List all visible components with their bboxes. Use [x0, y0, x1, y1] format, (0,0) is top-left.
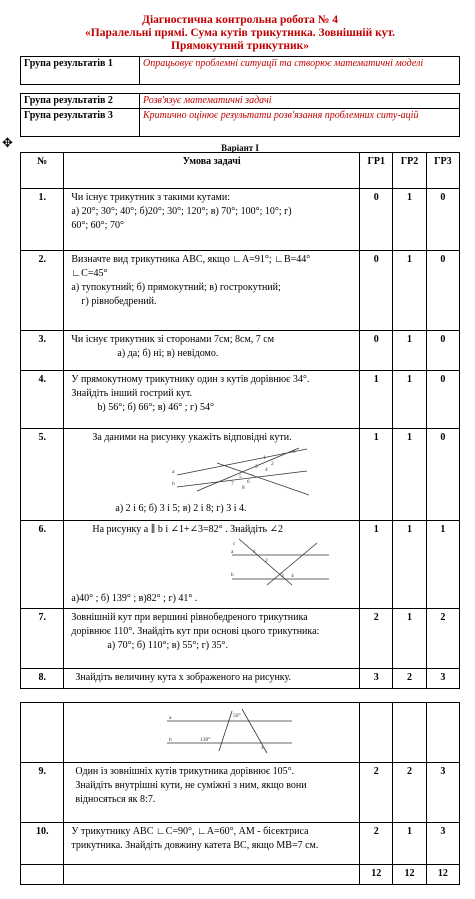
gr2-score: 1	[393, 823, 426, 865]
table-row	[21, 331, 460, 371]
row-num: 4.	[21, 371, 64, 429]
condition-line: Зовнішній кут при вершині рівнобедреного трикутника	[71, 612, 308, 623]
group-1-label: Група результатів 1	[21, 57, 140, 85]
tasks-table-continued	[20, 702, 460, 885]
row-condition	[64, 609, 360, 669]
svg-text:a: a	[169, 715, 172, 721]
tasks-table	[20, 152, 460, 689]
gr1-score: 2	[360, 609, 393, 669]
gr1-score: 3	[360, 669, 393, 689]
table-row	[21, 823, 460, 865]
table-row	[21, 251, 460, 331]
svg-text:b: b	[231, 572, 235, 578]
row-num: 5.	[21, 429, 64, 521]
totals-row	[21, 865, 460, 885]
svg-text:b: b	[169, 737, 173, 743]
figure-5-diagram	[67, 445, 347, 497]
condition-line: г) рівнобедрений.	[81, 296, 157, 307]
svg-text:c: c	[293, 449, 296, 455]
row-num: 10.	[21, 823, 64, 865]
gr2-score	[393, 703, 426, 763]
title-line-2: «Паралельні прямі. Сума кутів трикутника. Зовнішній кут.	[85, 27, 395, 39]
row-num: 6.	[21, 521, 64, 609]
gr1-score: 1	[360, 429, 393, 521]
condition-line: У прямокутному трикутнику один з кутів дорівнює 34°.	[71, 374, 310, 385]
svg-text:50°: 50°	[233, 713, 242, 719]
condition-line: а) 70°; б) 110°; в) 55°; г) 35°.	[107, 640, 229, 651]
svg-text:4: 4	[291, 573, 295, 579]
gr1-score: 1	[360, 371, 393, 429]
gr2-score: 2	[393, 669, 426, 689]
figure-8-labels	[169, 712, 264, 751]
header-gr3: ГР3	[426, 153, 459, 189]
gr2-score: 1	[393, 331, 426, 371]
table-row	[21, 763, 460, 823]
condition-line: ∟С=45°	[71, 268, 108, 279]
gr3-score: 3	[426, 823, 459, 865]
header-gr2: ГР2	[393, 153, 426, 189]
table-move-handle-icon[interactable]: ✥	[2, 136, 13, 151]
condition-line: Один із зовнішніх кутів трикутника дорівнює 105°.	[75, 766, 295, 777]
group-2-text: Розв'язує математичні задачі	[140, 94, 460, 109]
svg-text:a: a	[172, 469, 175, 475]
svg-text:1: 1	[253, 549, 257, 555]
row-condition	[64, 763, 360, 823]
condition-line: Знайдіть величину кута x зображеного на рисунку.	[75, 672, 292, 683]
figure-6-diagram	[67, 537, 347, 587]
condition-line: За даними на рисунку укажіть відповідні кути.	[92, 432, 292, 443]
svg-text:8: 8	[242, 485, 246, 491]
gr3-score: 2	[426, 609, 459, 669]
row-condition	[64, 521, 360, 609]
condition-line: Чи існує трикутник з такими кутами:	[71, 192, 230, 203]
condition-line: а) 20°; 30°; 40°; б)20°; 30°; 120°; в) 70°; 100°; 10°; г)	[71, 206, 292, 217]
figure-6-labels	[231, 541, 294, 579]
row-condition	[64, 429, 360, 521]
variant-label: Варіант І	[221, 143, 259, 153]
row-num: 1.	[21, 189, 64, 251]
gr3-score: 0	[426, 331, 459, 371]
gr2-score: 1	[393, 521, 426, 609]
condition-line: Визначте вид трикутника АВС, якщо ∟А=91°; ∟В=44°	[71, 254, 311, 265]
gr2-score: 1	[393, 609, 426, 669]
row-num: 9.	[21, 763, 64, 823]
gr2-score: 1	[393, 429, 426, 521]
svg-text:1: 1	[263, 455, 267, 461]
row-condition	[64, 823, 360, 865]
table-row	[21, 669, 460, 689]
row-num: 7.	[21, 609, 64, 669]
condition-line: а) да; б) ні; в) невідомо.	[117, 348, 219, 359]
gr1-score: 0	[360, 251, 393, 331]
gr2-score: 1	[393, 251, 426, 331]
table-row	[21, 371, 460, 429]
gr1-score: 2	[360, 823, 393, 865]
svg-text:a: a	[231, 549, 234, 555]
groups-table-2	[20, 93, 460, 137]
table-row	[21, 521, 460, 609]
gr1-score: 0	[360, 189, 393, 251]
table-row	[21, 609, 460, 669]
figure-8-diagram	[67, 705, 347, 755]
row-num	[21, 703, 64, 763]
table-row	[21, 429, 460, 521]
figure-8-row	[21, 703, 460, 763]
group-1-text: Опрацьовує проблемні ситуації та створює математичні моделі	[140, 57, 460, 85]
gr1-score: 0	[360, 331, 393, 371]
condition-line: а) тупокутний; б) прямокутний; в) гострокутний;	[71, 282, 281, 293]
gr2-total: 12	[393, 865, 426, 885]
row-condition	[64, 371, 360, 429]
gr3-score: 3	[426, 669, 459, 689]
gr2-score: 1	[393, 371, 426, 429]
header-condition: Умова задачі	[64, 153, 360, 189]
gr3-score: 1	[426, 521, 459, 609]
row-condition	[64, 669, 360, 689]
svg-text:c: c	[233, 541, 236, 547]
figure-8-cell	[64, 703, 360, 763]
group-2-label: Група результатів 2	[21, 94, 140, 109]
group-3-text: Критично оцінює результати розв'язання проблемних ситу-ацій	[140, 109, 460, 137]
gr3-total: 12	[426, 865, 459, 885]
gr2-score: 2	[393, 763, 426, 823]
svg-text:2: 2	[271, 461, 275, 467]
gr3-score: 0	[426, 189, 459, 251]
condition-line: дорівнює 110°. Знайдіть кут при основі цього трикутника:	[71, 626, 320, 637]
row-condition	[64, 251, 360, 331]
gr1-total: 12	[360, 865, 393, 885]
condition-line: b) 56°; б) 66°; в) 46° ; г) 54°	[97, 402, 214, 413]
gr1-score	[360, 703, 393, 763]
gr3-score: 3	[426, 763, 459, 823]
table-header-row	[21, 153, 460, 189]
condition-line: Чи існує трикутник зі сторонами 7см; 8см, 7 см	[71, 334, 275, 345]
condition-line: трикутника. Знайдіть довжину катета ВС, якщо МВ=7 см.	[71, 840, 319, 851]
row-num	[21, 865, 64, 885]
group-3-label: Група результатів 3	[21, 109, 140, 137]
svg-text:3: 3	[255, 464, 259, 470]
row-num: 2.	[21, 251, 64, 331]
gr3-score: 0	[426, 429, 459, 521]
header-num: №	[21, 153, 64, 189]
condition-line: Знайдіть інший гострий кут.	[71, 388, 192, 399]
svg-text:7: 7	[231, 481, 235, 487]
condition-line: 60°; 60°; 70°	[71, 220, 124, 231]
condition-line: На рисунку а ∥ b і ∠1+∠3=82° . Знайдіть ∠2	[92, 524, 283, 535]
gr2-score: 1	[393, 189, 426, 251]
gr3-score: 0	[426, 371, 459, 429]
header-gr1: ГР1	[360, 153, 393, 189]
svg-text:x: x	[261, 745, 265, 751]
totals-label	[64, 865, 360, 885]
svg-text:3: 3	[281, 573, 285, 579]
condition-line: відносяться як 8:7.	[75, 794, 156, 805]
title-line-3: Прямокутний трикутник»	[171, 40, 309, 52]
title-line-1: Діагностична контрольна робота № 4	[142, 14, 338, 26]
row-num: 8.	[21, 669, 64, 689]
svg-text:2: 2	[265, 558, 269, 564]
gr1-score: 2	[360, 763, 393, 823]
condition-line: а)40° ; б) 139° ; в)82° ; г) 41° .	[71, 593, 198, 604]
condition-line: Знайдіть внутрішні кути, не суміжні з ним, якщо вони	[75, 780, 307, 791]
groups-table-1	[20, 56, 460, 85]
condition-line: У трикутнику АВС ∟С=90°, ∟А=60°, АМ - бісектриса	[71, 826, 309, 837]
row-num: 3.	[21, 331, 64, 371]
gr1-score: 1	[360, 521, 393, 609]
row-condition	[64, 331, 360, 371]
svg-text:4: 4	[265, 467, 269, 473]
gr3-score	[426, 703, 459, 763]
svg-text:b: b	[172, 481, 176, 487]
svg-text:130°: 130°	[200, 737, 211, 743]
svg-text:6: 6	[247, 479, 251, 485]
document-title	[20, 14, 460, 53]
table-row	[21, 189, 460, 251]
gr3-score: 0	[426, 251, 459, 331]
svg-text:5: 5	[239, 474, 243, 480]
row-condition	[64, 189, 360, 251]
condition-line: а) 2 і 6; б) 3 і 5; в) 2 і 8; г) 3 і 4.	[115, 503, 247, 514]
